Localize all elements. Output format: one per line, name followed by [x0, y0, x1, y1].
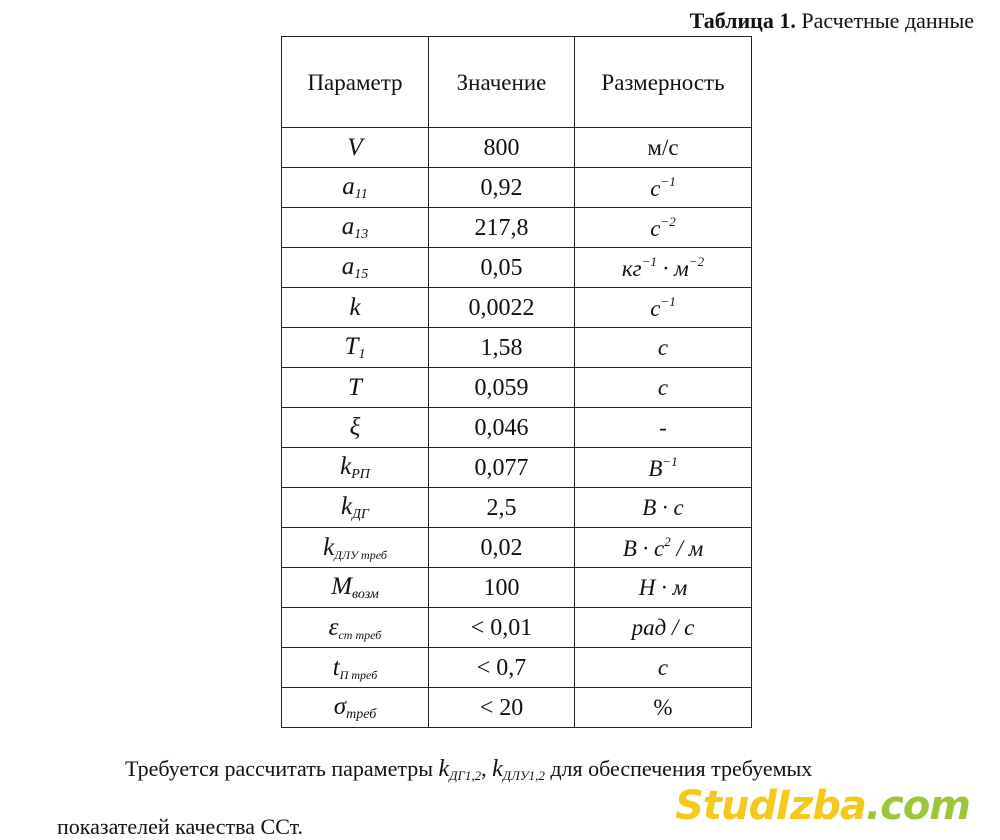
caption-text: Расчетные данные: [795, 8, 974, 33]
table-row: [282, 288, 752, 328]
unit-base: В · с: [622, 536, 665, 561]
param-symbol: k: [323, 533, 335, 561]
unit-cell: [575, 448, 752, 488]
param-cell: [282, 408, 429, 448]
unit-cell: [575, 328, 752, 368]
param-cell: [282, 608, 429, 648]
value-cell: 0,046: [429, 408, 575, 448]
value-cell: < 20: [429, 688, 575, 728]
unit-exponent: −1: [660, 174, 676, 189]
param-symbol: T: [348, 374, 362, 401]
header-value: Значение: [429, 37, 575, 128]
param-subscript: 15: [354, 266, 369, 282]
param-subscript: 13: [354, 226, 369, 242]
watermark-logo: StudIzba.com: [675, 783, 970, 829]
param-cell: [282, 328, 429, 368]
param-subscript: ДЛУ треб: [334, 547, 387, 562]
table-row: [282, 168, 752, 208]
k2-symbol: $k_{ДЛУ1,2}$: [492, 756, 545, 783]
param-subscript: треб: [346, 706, 377, 722]
param-symbol: ξ: [349, 414, 361, 441]
paragraph-line1: [125, 756, 812, 784]
unit-exponent: −1: [660, 294, 676, 309]
param-symbol: a: [342, 172, 355, 200]
value-cell: 0,077: [429, 448, 575, 488]
table-row: [282, 568, 752, 608]
unit-base: %: [653, 695, 673, 720]
param-symbol: t: [332, 653, 340, 681]
unit-base: c: [657, 655, 669, 680]
table-row: [282, 408, 752, 448]
param-symbol: a: [341, 252, 355, 280]
param-subscript: П треб: [339, 667, 378, 682]
unit-exponent: −2: [660, 214, 676, 229]
param-cell: [282, 528, 429, 568]
table-row: [282, 248, 752, 288]
param-cell: [282, 208, 429, 248]
value-cell: 217,8: [429, 208, 575, 248]
param-symbol: σ: [333, 692, 347, 720]
unit-base: c: [650, 176, 661, 201]
unit-base: c: [650, 216, 661, 241]
param-cell: [282, 248, 429, 288]
unit-cell: [575, 648, 752, 688]
unit-base: кг: [621, 256, 642, 281]
caption-bold: Таблица 1.: [689, 8, 796, 33]
param-subscript: ст треб: [338, 627, 382, 642]
unit-cell: [575, 688, 752, 728]
unit-cell: [575, 408, 752, 448]
value-cell: < 0,01: [429, 608, 575, 648]
param-cell: [282, 488, 429, 528]
unit-base: В: [648, 456, 663, 481]
table-row: [282, 368, 752, 408]
table-row: [282, 208, 752, 248]
param-symbol: k: [341, 492, 353, 520]
k2-subscript: ДЛУ1,2: [502, 768, 545, 783]
unit-base-2: / м: [670, 536, 704, 561]
value-cell: 100: [429, 568, 575, 608]
param-symbol: k: [349, 294, 361, 321]
table-row: [282, 448, 752, 488]
unit-base-2: · м: [656, 256, 689, 281]
table-row: [282, 648, 752, 688]
unit-base: Н · м: [638, 575, 688, 600]
value-cell: < 0,7: [429, 648, 575, 688]
paragraph-suffix: для обеспечения требуемых: [544, 756, 813, 781]
param-cell: [282, 128, 429, 168]
table-body: [282, 128, 752, 728]
header-param: Параметр: [282, 37, 429, 128]
param-cell: [282, 648, 429, 688]
unit-exponent: −1: [641, 254, 657, 269]
k1-symbol: $k_{ДГ1,2}$: [438, 756, 482, 783]
param-subscript: 1: [358, 346, 366, 362]
value-cell: 1,58: [429, 328, 575, 368]
unit-base: В · с: [642, 495, 684, 520]
unit-cell: [575, 128, 752, 168]
header-unit: Размерность: [575, 37, 752, 128]
param-cell: [282, 448, 429, 488]
param-symbol: ε: [328, 613, 339, 641]
param-subscript: ДГ: [352, 506, 369, 522]
unit-exponent: 2: [664, 534, 671, 549]
paragraph-line2: показателей качества ССт.: [57, 814, 304, 839]
unit-cell: [575, 248, 752, 288]
unit-base: рад / с: [631, 615, 695, 640]
unit-exponent-2: −2: [688, 254, 705, 269]
param-symbol: V: [347, 134, 363, 161]
unit-base: c: [657, 335, 669, 360]
table-header-row: [282, 37, 752, 128]
unit-base: c: [657, 375, 669, 400]
table-row: [282, 328, 752, 368]
unit-exponent: −1: [662, 454, 678, 469]
unit-cell: [575, 368, 752, 408]
param-subscript: 11: [354, 186, 368, 202]
unit-cell: [575, 208, 752, 248]
k1-subscript: ДГ1,2: [449, 768, 482, 783]
param-cell: [282, 568, 429, 608]
param-symbol: a: [341, 212, 355, 240]
unit-cell: [575, 168, 752, 208]
table-row: [282, 528, 752, 568]
value-cell: 0,92: [429, 168, 575, 208]
value-cell: 0,05: [429, 248, 575, 288]
paragraph-prefix: Требуется рассчитать параметры: [125, 756, 439, 781]
table-row: [282, 688, 752, 728]
param-cell: [282, 688, 429, 728]
value-cell: 0,0022: [429, 288, 575, 328]
value-cell: 2,5: [429, 488, 575, 528]
param-symbol: M: [331, 572, 353, 600]
table-row: [282, 608, 752, 648]
param-cell: [282, 368, 429, 408]
unit-cell: [575, 608, 752, 648]
unit-base: -: [659, 415, 667, 440]
params-table: [281, 36, 752, 728]
unit-cell: [575, 528, 752, 568]
unit-base: м/с: [647, 135, 679, 160]
param-cell: [282, 168, 429, 208]
param-cell: [282, 288, 429, 328]
table-row: [282, 488, 752, 528]
paragraph-separator: ,: [481, 756, 493, 781]
unit-base: c: [650, 296, 661, 321]
param-subscript: возм: [352, 586, 379, 602]
unit-cell: [575, 488, 752, 528]
param-symbol: k: [340, 452, 352, 480]
table-row: [282, 128, 752, 168]
value-cell: 0,02: [429, 528, 575, 568]
param-symbol: T: [344, 332, 359, 360]
unit-cell: [575, 568, 752, 608]
param-subscript: РП: [351, 466, 370, 482]
table-caption: [690, 8, 974, 34]
value-cell: 800: [429, 128, 575, 168]
value-cell: 0,059: [429, 368, 575, 408]
unit-cell: [575, 288, 752, 328]
